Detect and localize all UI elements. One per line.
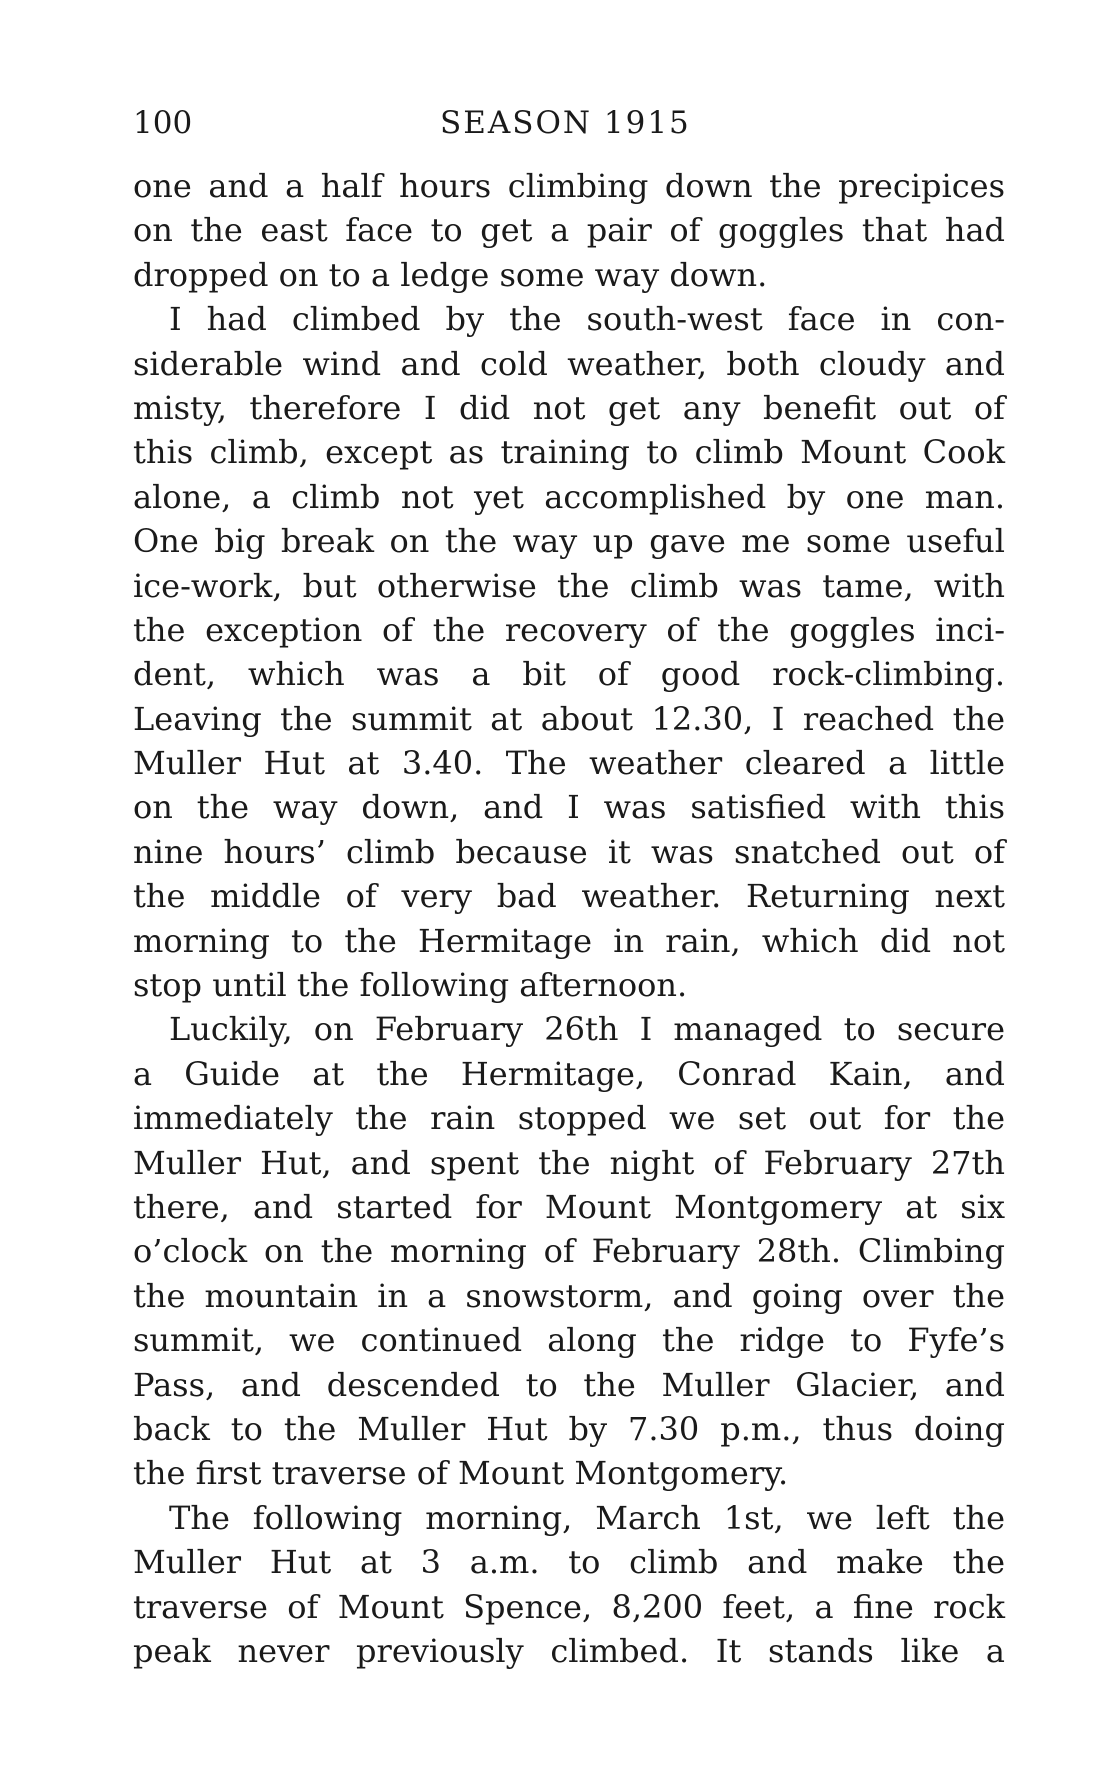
text-line: stop until the following afternoon. [133,966,688,1005]
text-line: on the way down, and I was satisfied with this [133,788,1005,827]
text-line: a Guide at the Hermitage, Conrad Kain, and [133,1054,1005,1093]
text-line: there, and started for Mount Montgomery at six [133,1187,1005,1226]
text-line: siderable wind and cold weather, both cloudy and [133,344,1005,383]
body-text [133,164,1005,1673]
page-number: 100 [133,105,193,141]
text-line: the mountain in a snowstorm, and going over the [133,1276,1005,1315]
text-line: misty, therefore I did not get any benefit out of [133,388,1005,427]
text-line: Luckily, on February 26th I managed to secure [169,1010,1005,1049]
text-line: peak never previously climbed. It stands like a [133,1631,1005,1670]
text-line: the first traverse of Mount Montgomery. [133,1454,789,1493]
text-line: on the east face to get a pair of goggles that had [133,211,1005,250]
text-line: alone, a climb not yet accomplished by one man. [133,477,1005,516]
text-line: One big break on the way up gave me some useful [133,522,1005,561]
text-line: Muller Hut at 3.40. The weather cleared a little [133,744,1005,783]
running-head: SEASON 1915 [440,105,691,141]
text-line: summit, we continued along the ridge to Fyfe’s [133,1321,1005,1360]
text-line: Pass, and descended to the Muller Glacier, and [133,1365,1005,1404]
text-line: the exception of the recovery of the goggles inci- [133,610,1005,649]
text-line: this climb, except as training to climb Mount Cook [133,433,1005,472]
text-line: o’clock on the morning of February 28th. Climbing [133,1232,1005,1271]
text-line: dropped on to a ledge some way down. [133,255,768,294]
text-line: morning to the Hermitage in rain, which did not [133,921,1005,960]
text-line: Muller Hut, and spent the night of February 27th [133,1143,1005,1182]
text-line: one and a half hours climbing down the precipices [133,167,1005,205]
text-line: Muller Hut at 3 a.m. to climb and make the [133,1543,1005,1582]
text-line: ice-work, but otherwise the climb was tame, with [133,566,1005,605]
text-line: Leaving the summit at about 12.30, I reached the [133,699,1005,738]
text-line: the middle of very bad weather. Returning next [133,877,1005,916]
text-line: immediately the rain stopped we set out for the [133,1099,1005,1138]
text-line: nine hours’ climb because it was snatched out of [133,832,1005,871]
text-line: back to the Muller Hut by 7.30 p.m., thus doing [133,1409,1005,1448]
text-line: traverse of Mount Spence, 8,200 feet, a fine rock [133,1587,1005,1626]
page-header [133,101,1005,145]
text-line: The following morning, March 1st, we left the [169,1498,1005,1537]
text-line: dent, which was a bit of good rock-climbing. [133,655,1005,694]
text-line: I had climbed by the south-west face in con- [169,300,1005,339]
